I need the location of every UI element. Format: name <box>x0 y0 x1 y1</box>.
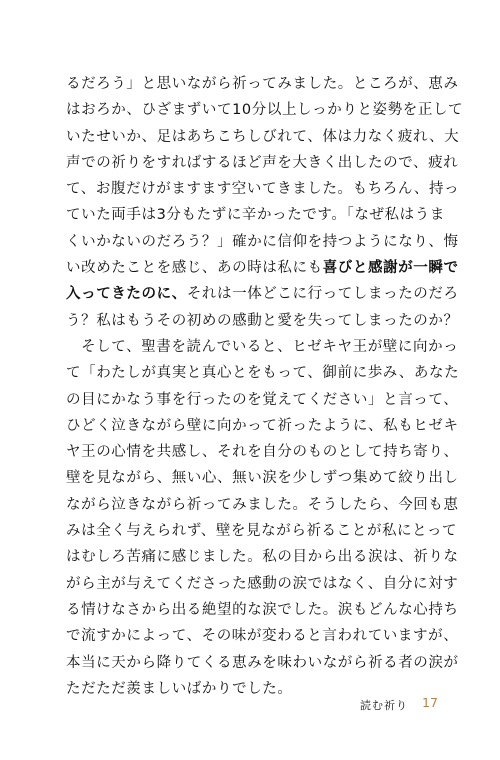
page-number: 17 <box>422 695 438 710</box>
running-title: 読む祈り <box>360 699 408 712</box>
text-line: ヤ王の心情を共感し、それを自分のものとして持ち寄り、 <box>66 444 459 461</box>
text-line: る情けなさから出る絶望的な涙でした。涙もどんな心持ち <box>66 601 459 618</box>
text-line: て「わたしが真実と真心とをもって、御前に歩み、あなた <box>66 365 460 382</box>
text-line: で流すかによって、その味が変わると言われていますが、 <box>66 628 459 645</box>
text-line: 入ってきたのに、それは一体どこに行ってしまったのだろ <box>66 286 459 303</box>
bold-phrase: 喜びと感謝が一瞬で <box>322 260 459 277</box>
text-line: がら主が与えてくださった感動の涙ではなく、自分に対す <box>66 575 459 592</box>
text-line: くいかないのだろう？」確かに信仰を持つようになり、悔 <box>66 233 459 250</box>
text-line: みは全く与えられず、壁を見ながら祈ることが私にとって <box>66 523 458 540</box>
text-line: ていた両手は3分もたずに辛かったです。「なぜ私はうま <box>66 207 445 224</box>
text-line: はおろか、ひざまずいて10分以上しっかりと姿勢を正して <box>66 102 464 119</box>
text-line: う？私はもうその初めの感動と愛を失ってしまったのか？ <box>66 312 459 329</box>
text-line: て、お腹だけがますます空いてきました。もちろん、持っ <box>66 181 460 198</box>
text-line: そして、聖書を読んでいると、ヒゼキヤ王が壁に向かっ <box>66 338 459 355</box>
page-footer <box>360 697 440 717</box>
text-line: ただただ羨ましいばかりでした。 <box>66 680 293 697</box>
body-text <box>66 71 464 702</box>
text-line: 声での祈りをすればするほど声を大きく出したので、疲れ <box>66 154 459 171</box>
text-line: い改めたことを感じ、あの時は私にも喜びと感謝が一瞬で <box>66 260 459 277</box>
text-line: の目にかなう事を行ったのを覚えてください」と言って、 <box>66 391 459 408</box>
text-line: 壁を見ながら、無い心、無い涙を少しずつ集めて絞り出し <box>66 470 459 487</box>
bold-phrase: 入ってきたのに、 <box>66 286 187 303</box>
text-line: ひどく泣きながら壁に向かって祈ったように、私もヒゼキ <box>66 417 459 434</box>
text-line: 本当に天から降りてくる恵みを味わいながら祈る者の涙が <box>66 654 459 671</box>
text-line: はむしろ苦痛に感じました。私の目から出る涙は、祈りな <box>66 549 459 566</box>
text-line: いたせいか、足はあちこちしびれて、体は力なく疲れ、大 <box>66 128 460 145</box>
text-line: るだろう」と思いながら祈ってみました。ところが、恵み <box>66 76 459 92</box>
text-line: ながら泣きながら祈ってみました。そうしたら、今回も恵 <box>66 496 459 513</box>
